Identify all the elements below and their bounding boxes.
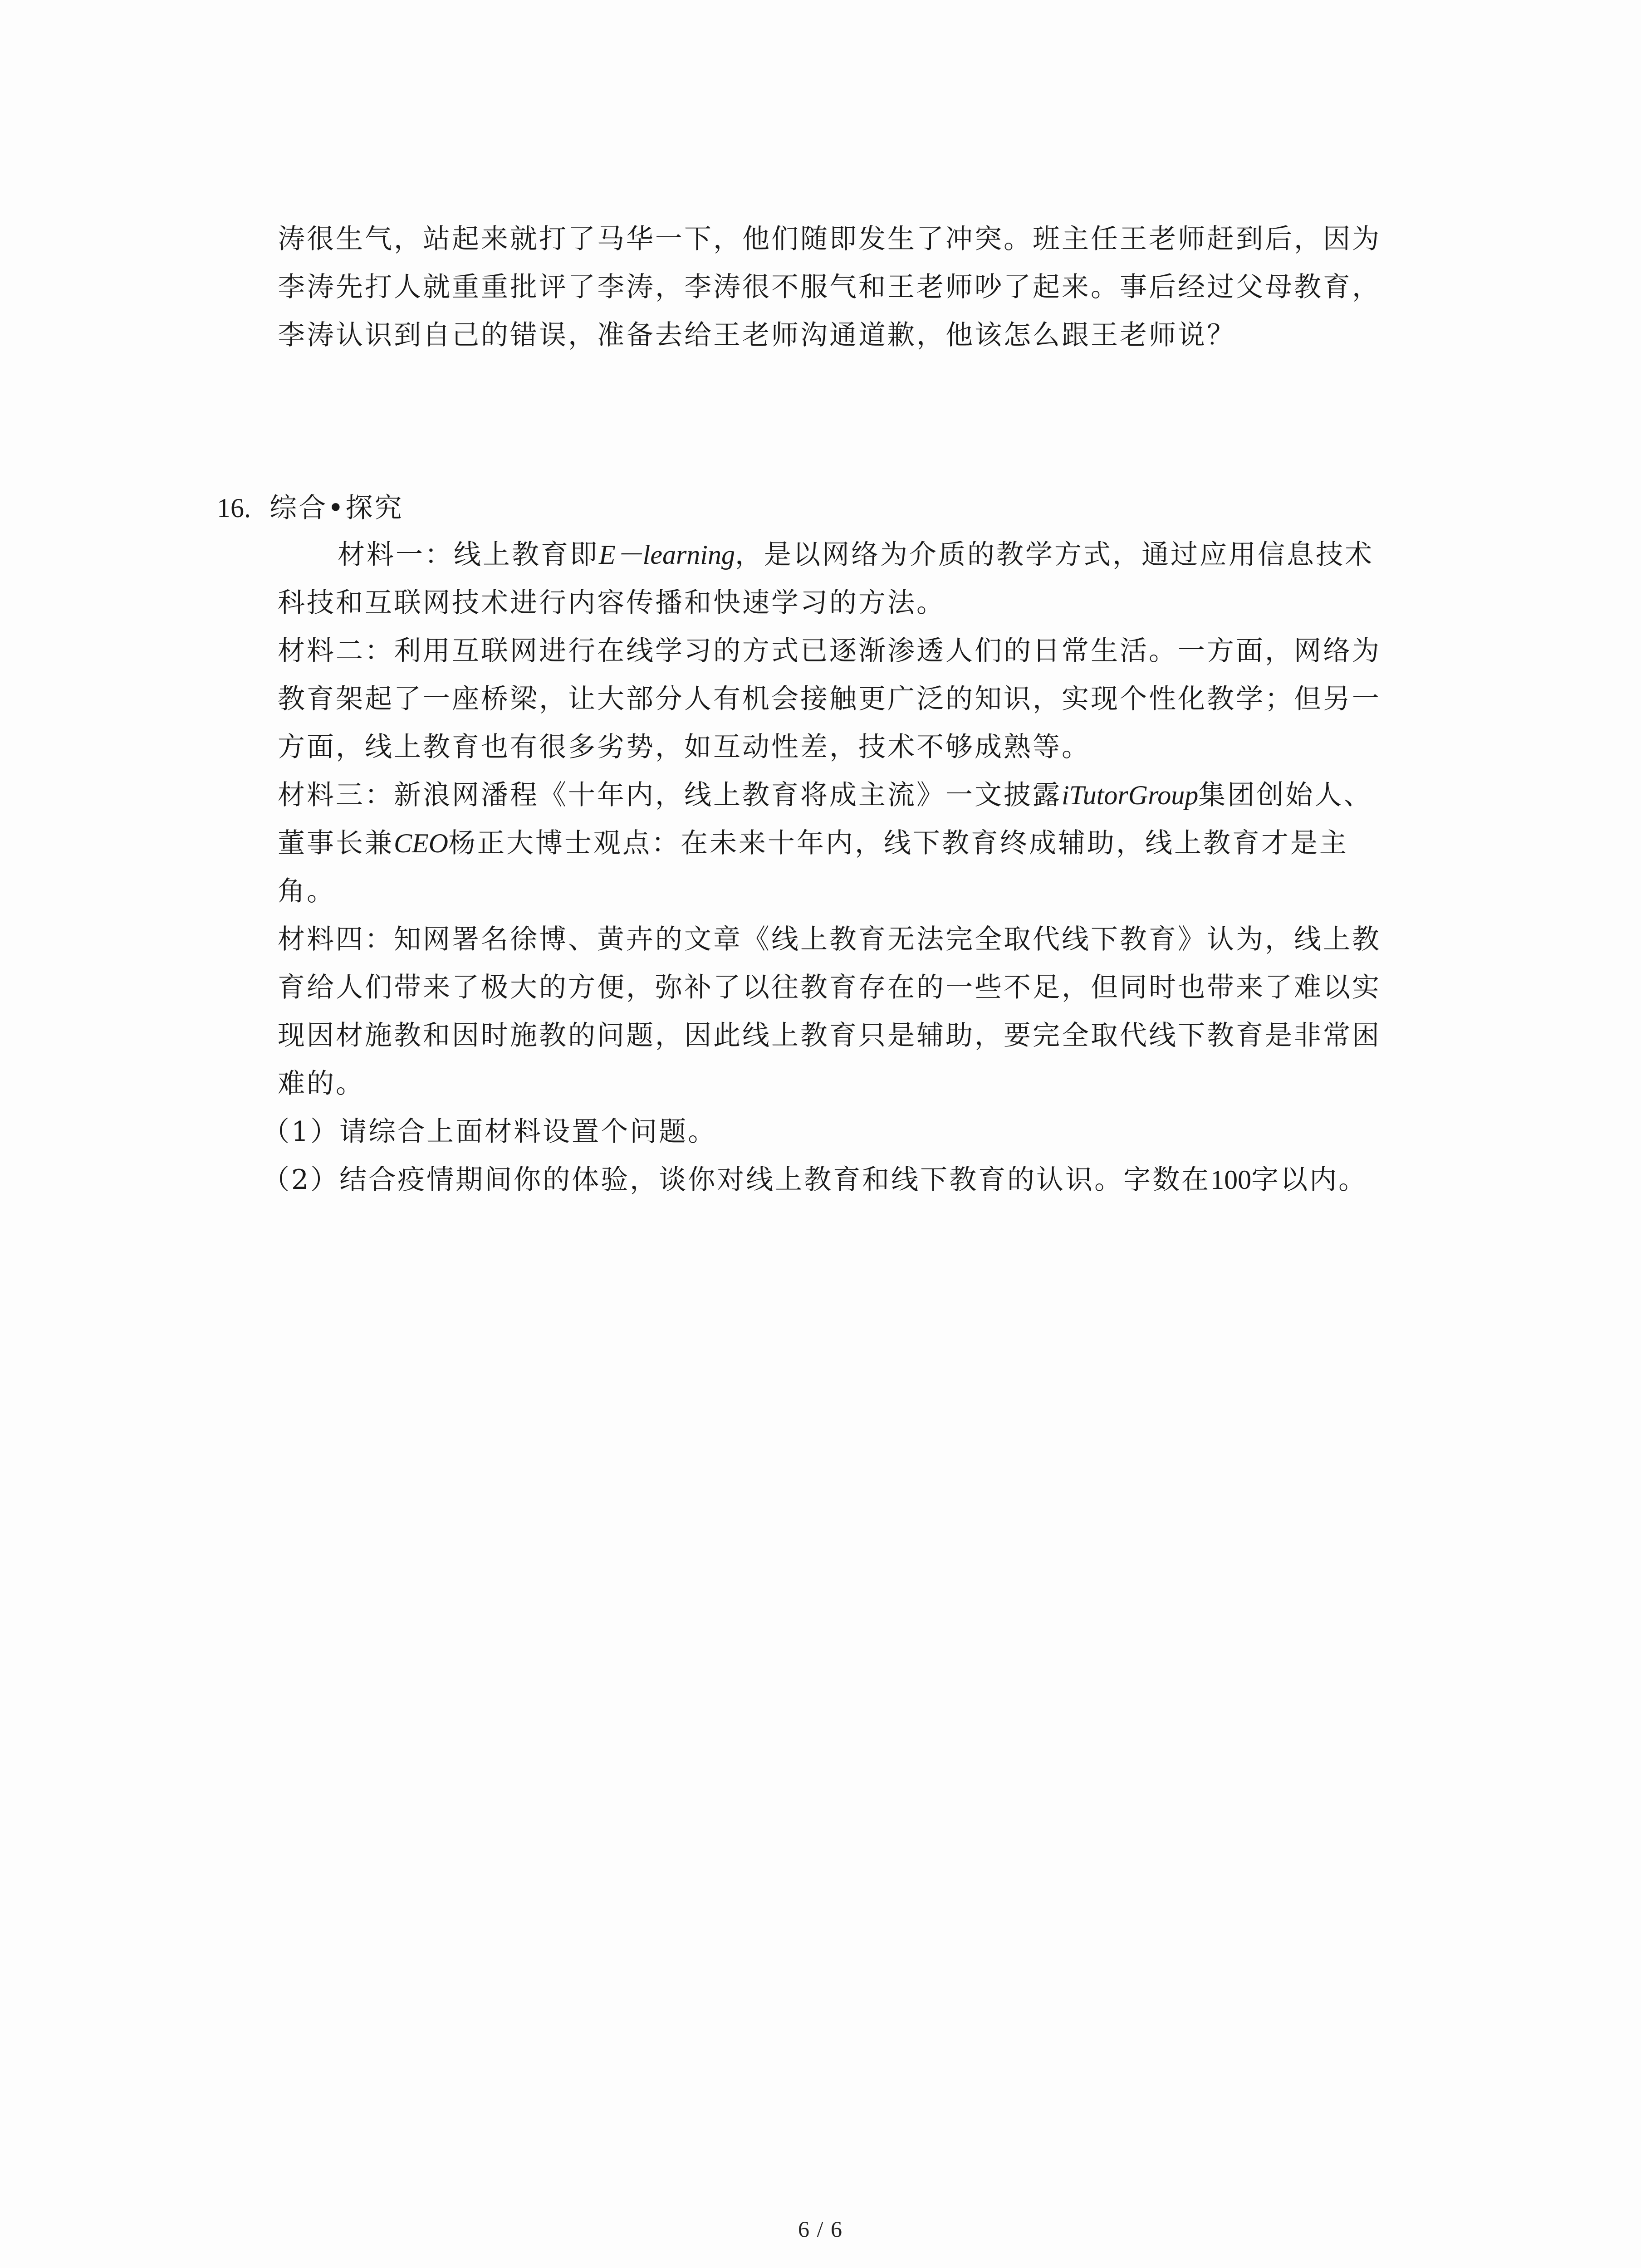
sub-question-2-intro: （2）结合疫情期间你的体验，谈你对线上教育和线下教育的认识。字数在	[262, 1164, 1211, 1196]
sub-question-2-rest: 字以内。	[1251, 1164, 1368, 1196]
sub-question-2	[262, 1156, 1367, 1204]
material-three-rest: 集团创始人、	[1198, 779, 1373, 811]
text-line: 现因材施教和因时施教的问题，因此线上教育只是辅助，要完全取代线下教育是非常困	[278, 1020, 1381, 1051]
material-three	[278, 771, 1372, 915]
text-line: 材料二：利用互联网进行在线学习的方式已逐渐渗透人们的日常生活。一方面，网络为	[278, 635, 1381, 667]
question-number: 16.	[217, 493, 251, 523]
material-three-ceo: CEO	[394, 828, 448, 858]
material-one-rest: ，是以网络为介质的教学方式，通过应用信息技术	[735, 539, 1374, 571]
material-three-line2-intro: 董事长兼	[278, 827, 394, 859]
text-line: 育给人们带来了极大的方便，弥补了以往教育存在的一些不足，但同时也带来了难以实	[278, 972, 1381, 1003]
material-one	[278, 531, 1374, 627]
text-line: 材料四：知网署名徐博、黄卉的文章《线上教育无法完全取代线下教育》认为，线上教	[278, 924, 1381, 955]
question-16-heading	[217, 484, 403, 532]
text-line	[278, 531, 1374, 579]
text-line: 难的。	[278, 1068, 365, 1100]
material-one-intro: 材料一：线上教育即	[338, 539, 599, 571]
text-line: 科技和互联网技术进行内容传播和快速学习的方法。	[278, 587, 945, 619]
text-line: 李涛先打人就重重批评了李涛，李涛很不服气和王老师吵了起来。事后经过父母教育，	[278, 271, 1381, 303]
text-line	[278, 771, 1372, 819]
material-two	[278, 627, 1381, 771]
material-three-company: iTutorGroup	[1062, 780, 1199, 810]
sub-question-1: （1）请综合上面材料设置个问题。	[262, 1116, 717, 1148]
text-line: 方面，线上教育也有很多劣势，如互动性差，技术不够成熟等。	[278, 731, 1091, 763]
question-title: 综合•探究	[269, 492, 404, 524]
material-one-term: E－learning	[599, 540, 735, 570]
page-number: 6 / 6	[798, 2216, 843, 2242]
material-four	[278, 915, 1381, 1108]
material-three-intro: 材料三：新浪网潘程《十年内，线上教育将成主流》一文披露	[278, 779, 1062, 811]
text-line: 李涛认识到自己的错误，准备去给王老师沟通道歉，他该怎么跟王老师说？	[278, 319, 1236, 351]
text-line: 涛很生气，站起来就打了马华一下，他们随即发生了冲突。班主任王老师赶到后，因为	[278, 223, 1381, 255]
text-line: 教育架起了一座桥梁，让大部分人有机会接触更广泛的知识，实现个性化教学；但另一	[278, 683, 1381, 715]
sub-question-2-number: 100	[1210, 1165, 1252, 1195]
previous-question-continuation	[278, 215, 1381, 359]
material-three-line2-rest: 杨正大博士观点：在未来十年内，线下教育终成辅助，线上教育才是主	[448, 827, 1348, 859]
sub-questions	[262, 1108, 1367, 1204]
text-line	[278, 819, 1372, 867]
text-line: 角。	[278, 875, 336, 907]
